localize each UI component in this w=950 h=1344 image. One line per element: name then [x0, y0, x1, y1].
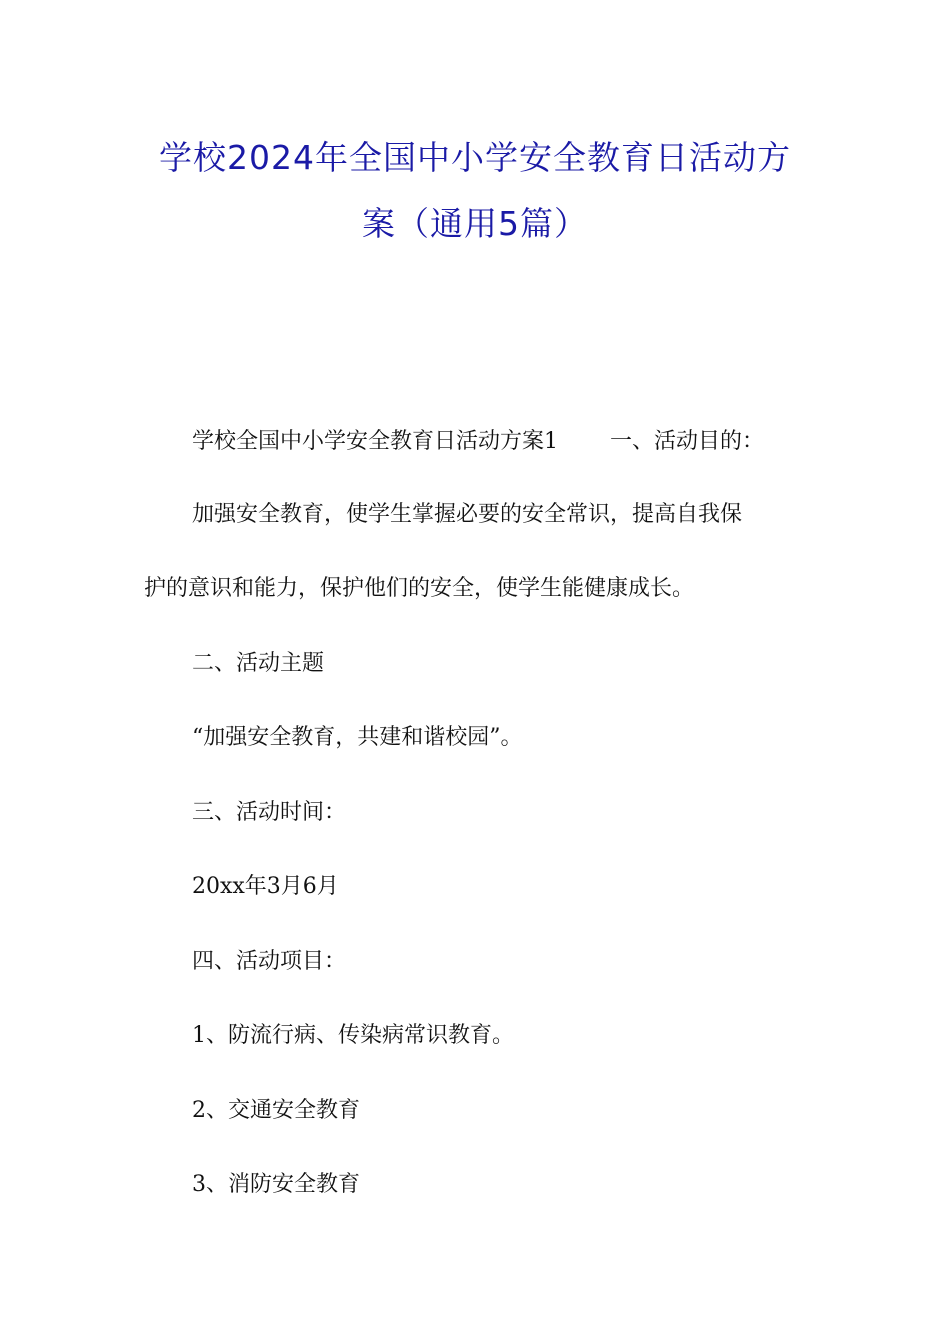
paragraph-1-line-1: 加强安全教育，使学生掌握必要的安全常识，提高自我保: [192, 502, 743, 527]
paragraph-1-line-2: 护的意识和能力，保护他们的安全，使学生能健康成长。: [144, 576, 695, 601]
list-item: 2、交通安全教育: [192, 1098, 360, 1123]
list-item: 3、消防安全教育: [192, 1172, 360, 1197]
document-title-line-1: 学校2024年全国中小学安全教育日活动方: [159, 138, 791, 177]
section-3-text: 20xx年3月6月: [192, 874, 339, 899]
section-1-heading: 一、活动目的：: [610, 429, 765, 454]
document-title-line-2: 案（通用5篇）: [362, 204, 588, 243]
section-4-heading: 四、活动项目：: [192, 949, 347, 974]
list-item: 1、防流行病、传染病常识教育。: [192, 1023, 514, 1048]
plan-heading: [192, 424, 764, 455]
plan-heading-title: 学校全国中小学安全教育日活动方案1: [192, 429, 558, 454]
section-2-text: “加强安全教育，共建和谐校园”。: [192, 725, 523, 750]
section-2-heading: 二、活动主题: [192, 651, 325, 676]
section-3-heading: 三、活动时间：: [192, 800, 347, 825]
